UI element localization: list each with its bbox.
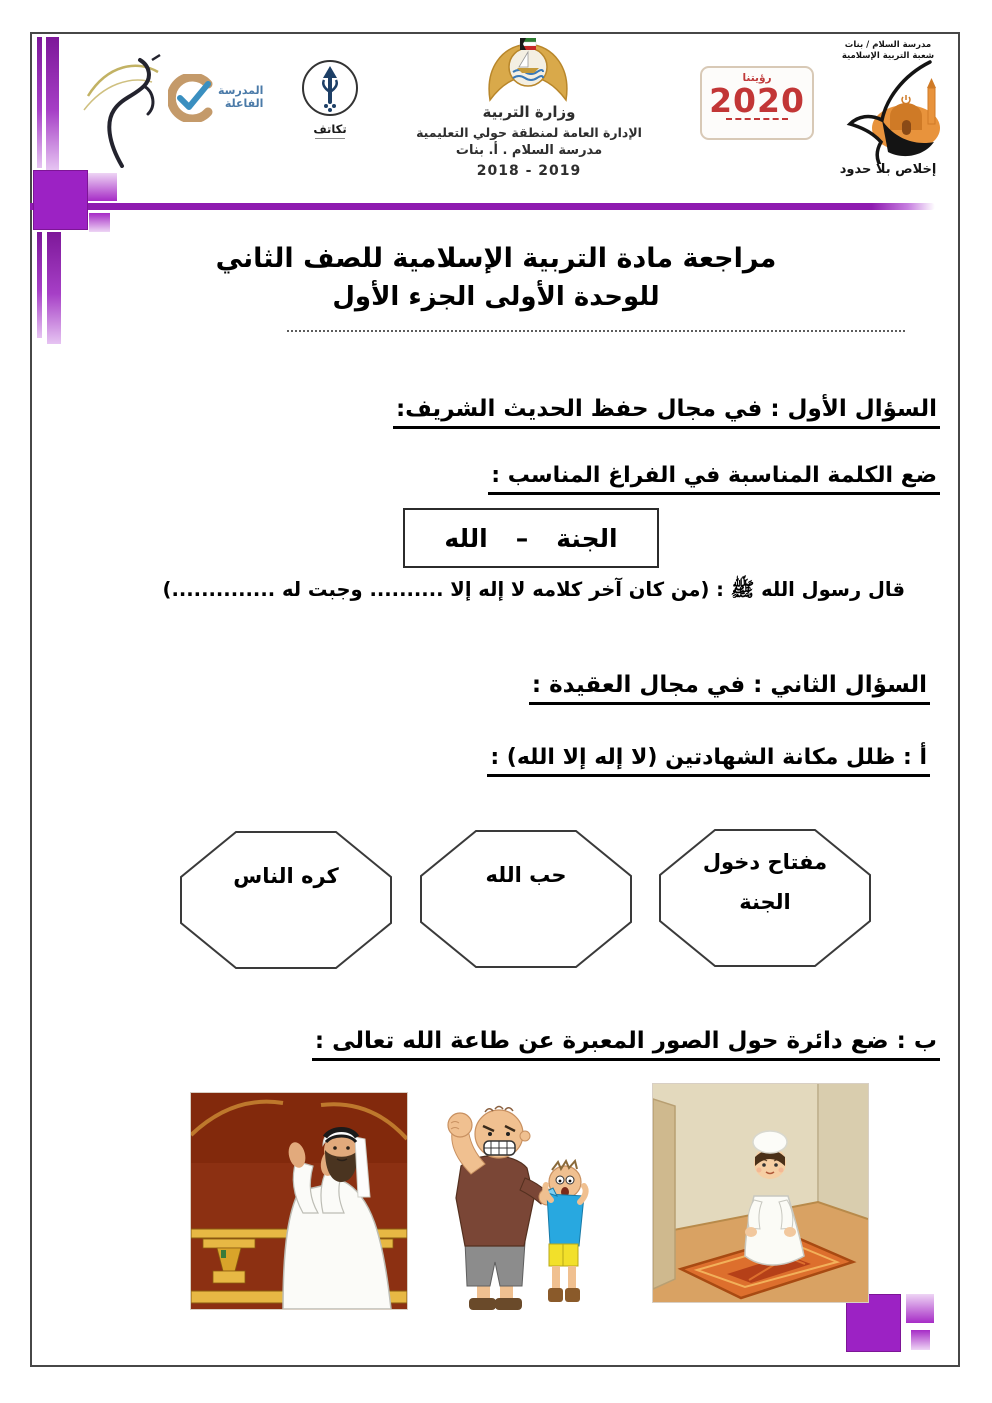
octagon-shape (179, 830, 393, 970)
image-boy-praying[interactable] (652, 1083, 869, 1303)
takatuf-label: تكاتف (313, 122, 347, 136)
active-school-logo (168, 72, 268, 124)
q2-part-a-instruction: أ : ظلل مكانة الشهادتين (لا إله إلا الله) : (487, 745, 930, 777)
option-label-line1: مفتاح دخول (702, 850, 828, 874)
vision-year: 2020 (709, 81, 805, 120)
octagon-option-key-to-paradise[interactable] (658, 828, 872, 968)
decor-bar-thin-top (37, 37, 42, 168)
active-school-logo-text (218, 85, 263, 110)
ministry-line3: مدرسة السلام . أ. بنات (455, 142, 603, 158)
option-label-line1: كره الناس (233, 864, 339, 888)
word-bank-word2: الله (444, 523, 488, 553)
active-school-badge-icon (168, 74, 214, 122)
q1-instruction: ضع الكلمة المناسبة في الفراغ المناسب : (488, 463, 940, 495)
option-label-line1: حب الله (485, 863, 567, 887)
active-school-line2: الفاعلة (224, 97, 264, 110)
word-bank-dash: – (515, 523, 529, 553)
main-title-line2: للوحدة الأولى الجزء الأول (332, 282, 660, 312)
hadith-line: قال رسول الله ﷺ : (من كان آخر كلامه لا إله إلا .......... وجبت له ..............) (162, 578, 905, 601)
title-dotted-line (287, 330, 905, 332)
takatuf-logo (296, 58, 364, 144)
bully-illustration (437, 1096, 619, 1310)
takatuf-circle-icon (300, 58, 360, 118)
octagon-option-hating-people[interactable] (179, 830, 393, 970)
q2-heading: السؤال الثاني : في مجال العقيدة : (529, 672, 930, 705)
image-bully-hitting-boy[interactable] (437, 1096, 619, 1310)
word-bank-box (403, 508, 659, 568)
decor-gradient-square-3 (906, 1294, 934, 1323)
main-title (0, 243, 992, 312)
dove-logo-motto: إخلاص بلا حدود (839, 162, 937, 177)
takatuf-tagline-line (315, 138, 345, 139)
ministry-line1: وزارة التربية (482, 103, 576, 121)
decor-bar-wide-top (46, 37, 59, 170)
vision-2020-logo (700, 66, 814, 140)
man-making-dua-illustration (191, 1093, 407, 1309)
q1-heading: السؤال الأول : في مجال حفظ الحديث الشريف: (393, 396, 940, 429)
boy-praying-illustration (653, 1084, 868, 1302)
ministry-text (414, 102, 644, 181)
decor-gradient-square-4 (911, 1330, 930, 1350)
active-school-line1: المدرسة (218, 84, 264, 98)
ministry-line2: الإدارة العامة لمنطقة حولي التعليمية (416, 124, 642, 140)
decor-gradient-square-2 (89, 213, 110, 232)
dove-logo-school-line1: مدرسة السلام / بنات (844, 40, 932, 50)
octagon-option-love-of-allah[interactable] (419, 829, 633, 969)
dove-mosque-icon (818, 58, 958, 164)
octagon-shape (419, 829, 633, 969)
dove-logo-school-line2: شعبة التربية الإسلامية (841, 51, 935, 61)
islamic-dept-logo (818, 40, 958, 192)
vision-label: رؤيتنا (742, 72, 772, 84)
option-label-line2: الجنة (739, 890, 791, 914)
main-title-line1: مراجعة مادة التربية الإسلامية للصف الثاني (215, 243, 777, 274)
image-man-making-dua[interactable] (190, 1092, 408, 1310)
ministry-years: 2018 - 2019 (476, 162, 582, 179)
decor-gradient-square-1 (88, 173, 117, 201)
calligraphy-logo-icon (78, 52, 164, 168)
word-bank-word1: الجنة (556, 523, 618, 553)
kuwait-emblem-icon (483, 38, 573, 102)
decor-horizontal-line (30, 203, 935, 210)
q2-part-b-instruction: ب : ضع دائرة حول الصور المعبرة عن طاعة الله تعالى : (312, 1028, 940, 1061)
decor-square-top-left (33, 170, 88, 230)
